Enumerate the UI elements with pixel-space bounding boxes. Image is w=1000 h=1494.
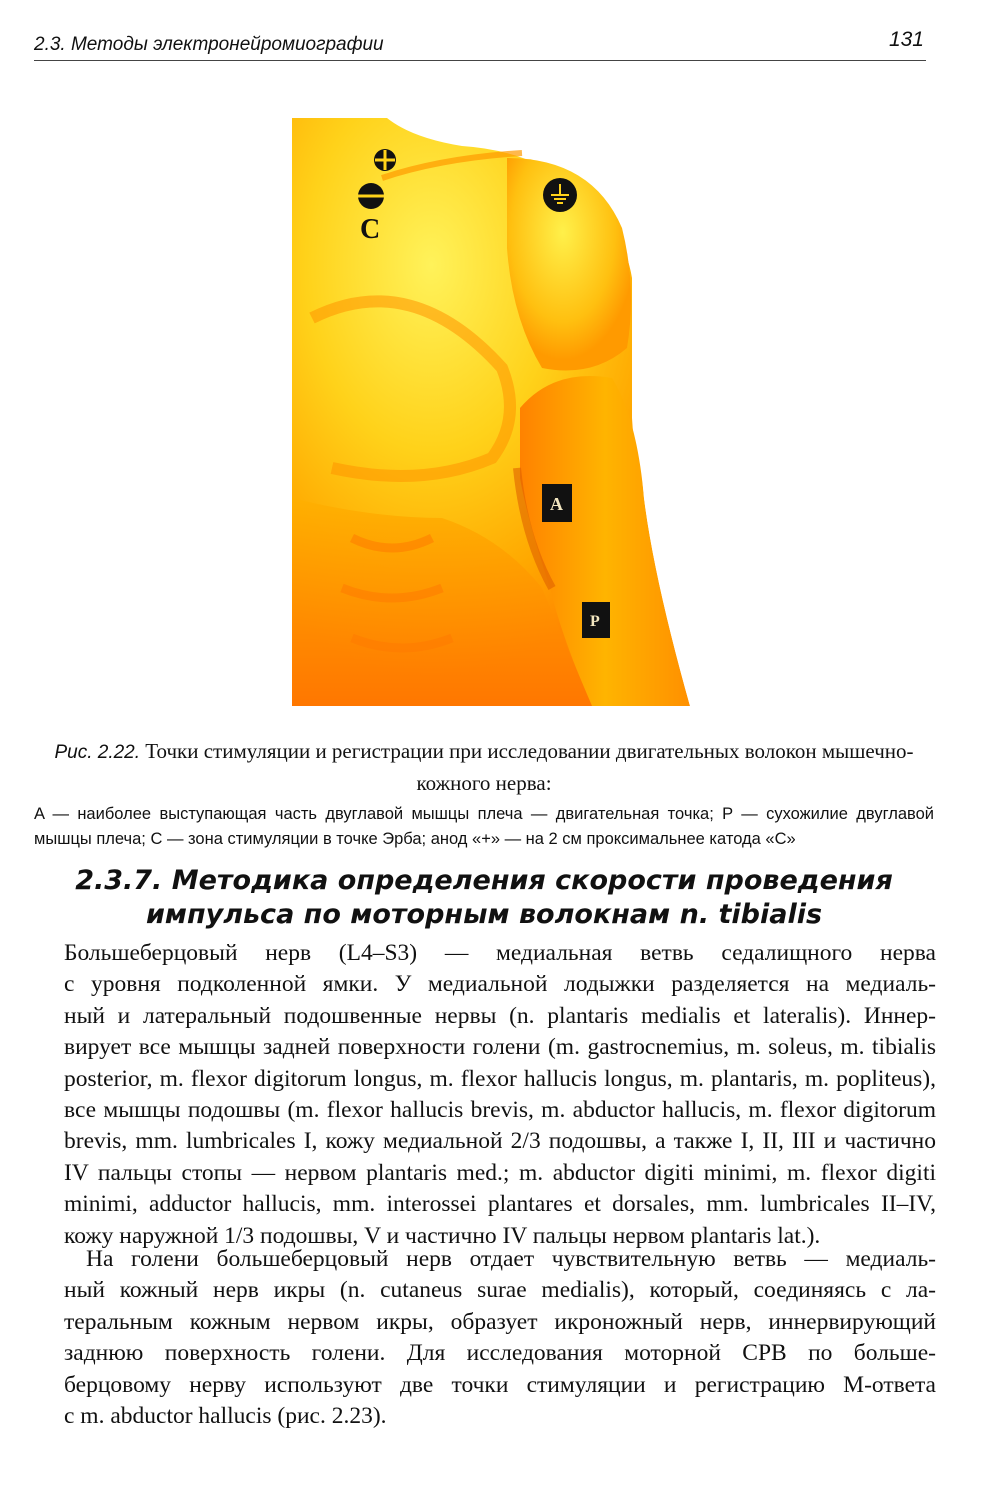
page-number: 131: [888, 28, 924, 51]
paragraph-line: с m. abductor hallucis (рис. 2.23).: [64, 1403, 387, 1430]
paragraph-line: posterior, m. flexor digitorum longus, m. flexor hallucis longus, m. plantaris, m. popliteus),: [64, 1065, 936, 1092]
figure-illustration: [292, 118, 692, 706]
paragraph-line: IV пальцы стопы — нервом plantaris med.; m. abductor digiti minimi, m. flexor digiti: [64, 1159, 936, 1186]
paragraph-line: с уровня подколенной ямки. У медиальной лодыжки разделяется на медиаль-: [64, 971, 936, 998]
paragraph-medial-cutaneous-nerve: [64, 1244, 936, 1432]
paragraph-line: Большеберцовый нерв (L4–S3) — медиальная ветвь седалищного нерва: [64, 940, 936, 966]
figure-number: Рис. 2.22.: [54, 742, 141, 763]
figure-label-a: A: [550, 494, 563, 514]
figure-label-p: P: [590, 613, 600, 630]
paragraph-line: теральным кожным нервом икры, образует икроножный нерв, иннервирующий: [64, 1308, 936, 1335]
paragraph-tibial-nerve-anatomy: [64, 938, 936, 1252]
paragraph-line: ный кожный нерв икры (n. cutaneus surae medialis), который, соединяясь с ла-: [64, 1277, 936, 1304]
paragraph-line: заднюю поверхность голени. Для исследования моторной СРВ по больше-: [64, 1340, 936, 1367]
cathode-minus-marker: [358, 183, 384, 209]
paragraph-line: На голени большеберцовый нерв отдает чувствительную ветвь — медиаль-: [86, 1246, 936, 1272]
ground-electrode-icon: [543, 178, 577, 212]
section-heading: 2.3.7. Методика определения скорости проведения импульса по моторным волокнам n. tibialis: [75, 865, 893, 930]
figure-caption-title: Точки стимуляции и регистрации при исследовании двигательных волокон мышечно-кожного нерва:: [145, 739, 914, 795]
paragraph-line: brevis, mm. lumbricales I, кожу медиальной 2/3 подошвы, а также I, II, III и частично: [64, 1128, 936, 1155]
paragraph-line: ный и латеральный подошвенные нервы (n. plantaris medialis et lateralis). Иннер-: [64, 1002, 936, 1029]
running-header: [34, 26, 926, 61]
paragraph-line: все мышцы подошвы (m. flexor hallucis brevis, m. abductor hallucis, m. flexor digitorum: [64, 1097, 936, 1124]
paragraph-line: кожу наружной 1/3 подошвы, V и частично IV пальцы нервом plantaris lat.).: [64, 1222, 821, 1249]
running-header-section-title: 2.3. Методы электронейромиографии: [34, 34, 384, 55]
figure-shoulder-stimulation-points: [292, 118, 692, 706]
paragraph-line: minimi, adductor hallucis, mm. interossei plantares et dorsales, mm. lumbricales II–IV,: [64, 1191, 936, 1218]
figure-caption: [34, 736, 934, 799]
anode-plus-marker: [374, 149, 396, 171]
paragraph-line: вирует все мышцы задней поверхности голени (m. gastrocnemius, m. soleus, m. tibialis: [64, 1034, 936, 1061]
paragraph-line: берцовому нерву используют две точки стимуляции и регистрацию М-ответа: [64, 1371, 936, 1398]
figure-legend: A — наиболее выступающая часть двуглавой мышцы плеча — двигательная точка; P — сухожилие двуглавой мышцы плеча; C — зона стимуляции в точке Эрба; анод «+» — на 2 см проксимальнее катода «С»: [34, 805, 934, 848]
figure-label-c: C: [360, 214, 381, 245]
